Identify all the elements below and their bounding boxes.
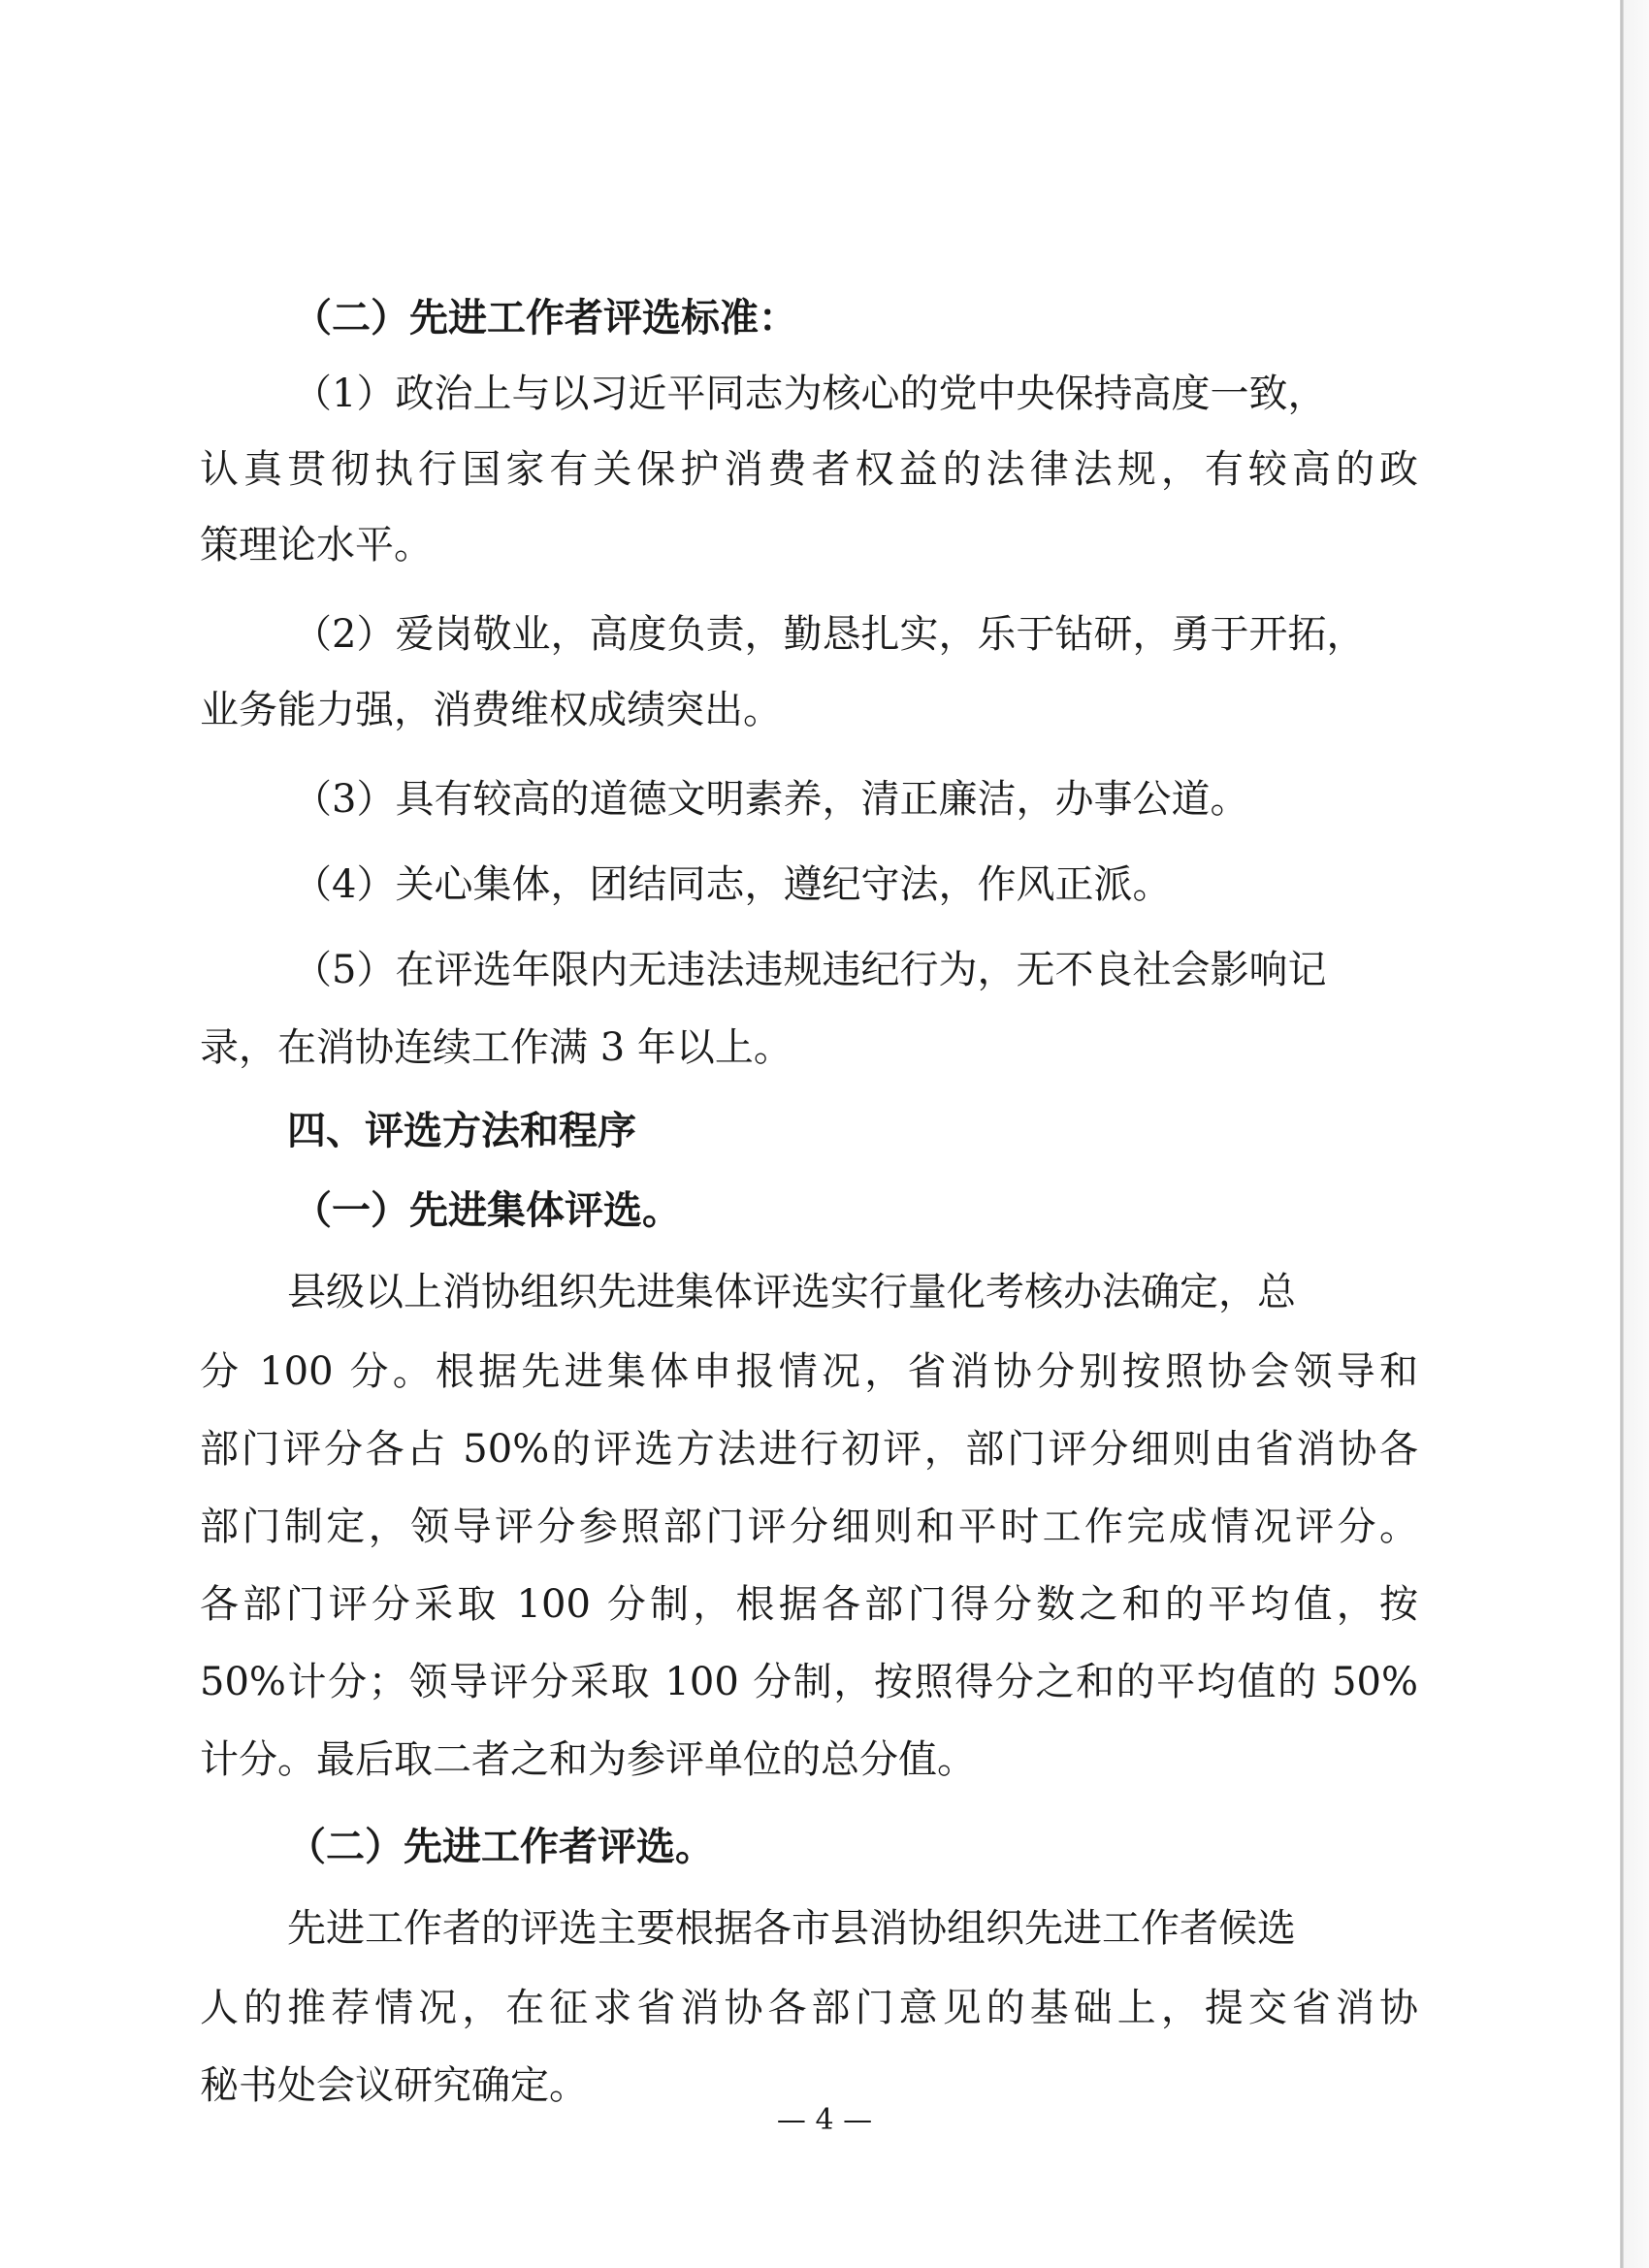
section-heading-criteria: （二）先进工作者评选标准： [293,295,797,340]
paragraph-line: 部门评分各占 50%的评选方法进行初评，部门评分细则由省消协各 [200,1427,1418,1472]
paragraph-line: （4）关心集体，团结同志，遵纪守法，作风正派。 [293,862,1172,907]
paragraph-line: 先进工作者的评选主要根据各市县消协组织先进工作者候选 [287,1906,1296,1951]
paragraph-line: 计分。最后取二者之和为参评单位的总分值。 [200,1737,976,1782]
paragraph-line: （5）在评选年限内无违法违规违纪行为，无不良社会影响记 [293,948,1327,992]
chapter-heading: 四、评选方法和程序 [287,1109,636,1153]
paragraph-line: 认真贯彻执行国家有关保护消费者权益的法律法规，有较高的政 [200,447,1418,492]
paragraph-line: 50%计分；领导评分采取 100 分制，按照得分之和的平均值的 50% [200,1660,1418,1704]
paragraph-line: 业务能力强，消费维权成绩突出。 [200,688,782,732]
paragraph-line: （3）具有较高的道德文明素养，清正廉洁，办事公道。 [293,777,1249,822]
section-heading-worker: （二）先进工作者评选。 [287,1824,714,1869]
paragraph-line: 部门制定，领导评分参照部门评分细则和平时工作完成情况评分。 [200,1505,1418,1549]
scan-margin [1624,0,1649,2268]
paragraph-line: 策理论水平。 [200,523,433,567]
page-edge [1620,0,1624,2268]
section-heading-collective: （一）先进集体评选。 [293,1187,681,1233]
paragraph-line: （2）爱岗敬业，高度负责，勤恳扎实，乐于钻研，勇于开拓， [293,612,1366,657]
paragraph-line: 各部门评分采取 100 分制，根据各部门得分数之和的平均值，按 [200,1582,1418,1627]
paragraph-line: 分 100 分。根据先进集体申报情况，省消协分别按照协会领导和 [200,1349,1418,1394]
paragraph-line: 录，在消协连续工作满 3 年以上。 [200,1025,792,1070]
paragraph-line: （1）政治上与以习近平同志为核心的党中央保持高度一致， [293,372,1327,416]
paragraph-line: 人的推荐情况，在征求省消协各部门意见的基础上，提交省消协 [200,1986,1418,2030]
page-number: — 4 — [776,2103,873,2137]
paragraph-line: 县级以上消协组织先进集体评选实行量化考核办法确定，总 [287,1270,1296,1314]
paragraph-line: 秘书处会议研究确定。 [200,2063,588,2108]
